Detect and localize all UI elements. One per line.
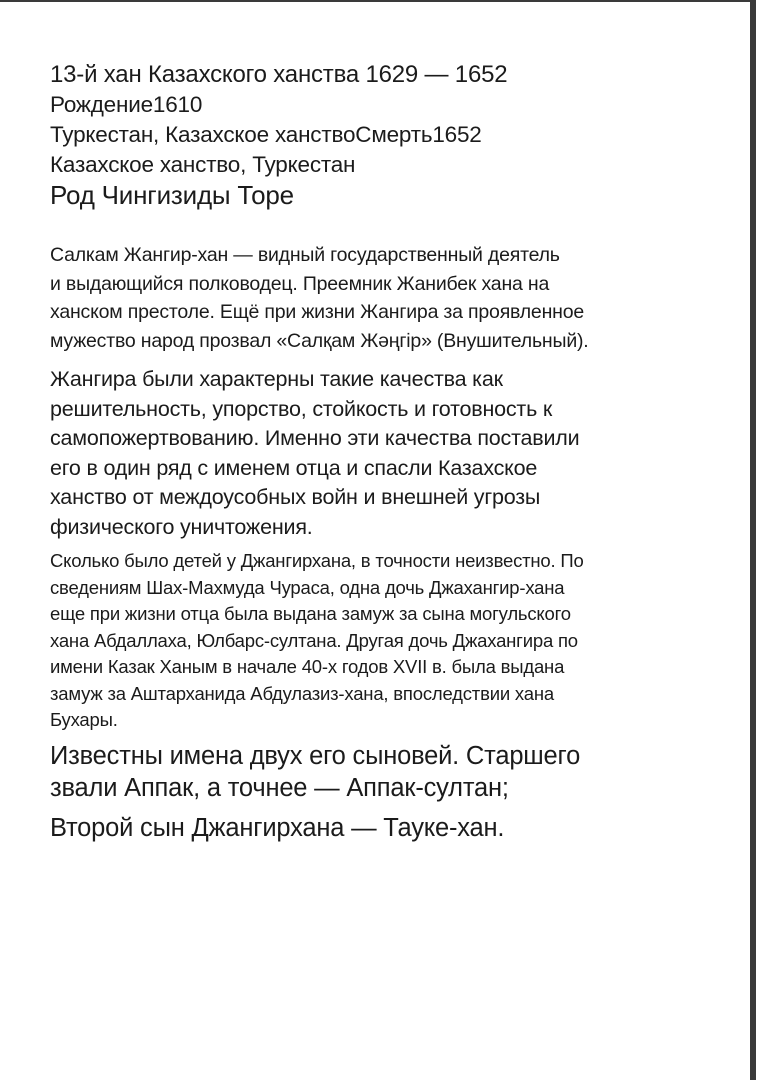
paragraph-line: Сколько было детей у Джангирхана, в точности неизвестно. По [50, 550, 584, 571]
paragraph-line: ханство от междоусобных войн и внешней угрозы [50, 485, 541, 509]
paragraph-second-son [50, 812, 720, 845]
paragraph-line: Салкам Жангир-хан — видный государственный деятель [50, 244, 560, 266]
paragraph-line: Жангира были характерны такие качества как [50, 367, 503, 391]
document-content [50, 59, 720, 844]
paragraph-line: сведениям Шах-Махмуда Чураса, одна дочь Джахангир-хана [50, 576, 565, 598]
paragraph-line: замуж за Аштарханида Абдулазиз-хана, впоследствии хана [50, 682, 554, 704]
infobox-header [50, 59, 720, 211]
paragraph-intro [50, 241, 720, 355]
paragraph-line: звали Аппак, а точнее — Аппак-султан; [50, 774, 509, 802]
paragraph-line: ханском престоле. Ещё при жизни Жангира за проявленное [50, 301, 585, 323]
paragraph-line: Известны имена двух его сыновей. Старшего [50, 741, 581, 770]
paragraph-line: и выдающийся полководец. Преемник Жанибек хана на [50, 272, 550, 295]
paragraph-line: еще при жизни отца была выдана замуж за сына могульского [50, 603, 571, 624]
paragraph-line: Второй сын Джангирхана — Тауке-хан. [50, 813, 505, 842]
khan-title-line: 13-й хан Казахского ханства 1629 — 1652 [50, 61, 508, 88]
paragraph-line: мужество народ прозвал «Салқам Жәңгір» (Внушительный). [50, 329, 589, 352]
paragraph-qualities [50, 365, 720, 542]
paragraph-sons [50, 740, 720, 805]
paragraph-line: имени Казак Ханым в начале 40-х годов XVII в. была выдана [50, 656, 565, 677]
paragraph-line: решительность, упорство, стойкость и готовность к [50, 396, 553, 421]
birth-place-death-line: Туркестан, Казахское ханствоСмерть1652 [50, 122, 482, 147]
paragraph-line: хана Абдаллаха, Юлбарс-султана. Другая дочь Джахангира по [50, 629, 578, 651]
death-place-line: Казахское ханство, Туркестан [50, 152, 356, 177]
paragraph-line: самопожертвованию. Именно эти качества поставили [50, 426, 580, 450]
dynasty-line: Род Чингизиды Торе [50, 180, 294, 210]
paragraph-line: его в один ряд с именем отца и спасли Казахское [50, 455, 538, 480]
paragraph-children [50, 548, 720, 734]
birth-line: Рождение1610 [50, 92, 203, 117]
paragraph-line: Бухары. [50, 709, 118, 730]
paragraph-line: физического уничтожения. [50, 514, 313, 539]
